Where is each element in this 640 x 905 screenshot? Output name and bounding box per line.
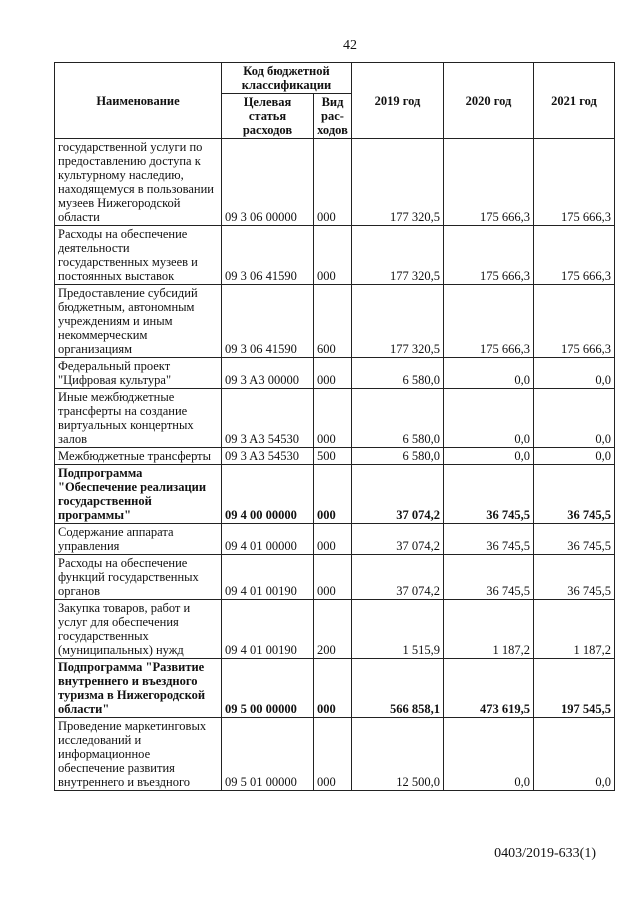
row-value-2019: 177 320,5: [352, 139, 444, 226]
table-row: [55, 600, 615, 659]
row-value-2019: 1 515,9: [352, 600, 444, 659]
table-row: [55, 659, 615, 718]
row-target-article: 09 3 06 00000: [222, 139, 314, 226]
row-value-2019: 37 074,2: [352, 465, 444, 524]
table-body: [55, 139, 615, 791]
row-name: Подпрограмма "Обеспечение реализации государственной программы": [55, 465, 222, 524]
row-value-2020: 36 745,5: [444, 555, 534, 600]
row-value-2021: 175 666,3: [534, 226, 615, 285]
header-target-article: Целевая статья расходов: [222, 94, 314, 139]
header-expense-type: Вид рас-ходов: [314, 94, 352, 139]
row-target-article: 09 3 A3 00000: [222, 358, 314, 389]
table-row: [55, 285, 615, 358]
row-target-article: 09 5 01 00000: [222, 718, 314, 791]
table-row: [55, 448, 615, 465]
row-value-2021: 1 187,2: [534, 600, 615, 659]
row-expense-type: 200: [314, 600, 352, 659]
row-value-2021: 0,0: [534, 718, 615, 791]
row-name: Расходы на обеспечение деятельности государственных музеев и постоянных выставок: [55, 226, 222, 285]
row-value-2020: 0,0: [444, 448, 534, 465]
table-row: [55, 139, 615, 226]
row-name: Содержание аппарата управления: [55, 524, 222, 555]
row-expense-type: 600: [314, 285, 352, 358]
row-name: Федеральный проект "Цифровая культура": [55, 358, 222, 389]
row-value-2021: 0,0: [534, 358, 615, 389]
row-value-2019: 37 074,2: [352, 524, 444, 555]
row-value-2021: 197 545,5: [534, 659, 615, 718]
row-expense-type: 000: [314, 555, 352, 600]
header-2021: 2021 год: [534, 63, 615, 139]
table-row: [55, 465, 615, 524]
row-target-article: 09 5 00 00000: [222, 659, 314, 718]
row-expense-type: 000: [314, 659, 352, 718]
table-row: [55, 555, 615, 600]
row-value-2020: 175 666,3: [444, 226, 534, 285]
header-name: Наименование: [55, 63, 222, 139]
row-value-2020: 175 666,3: [444, 285, 534, 358]
row-value-2020: 0,0: [444, 389, 534, 448]
row-expense-type: 000: [314, 226, 352, 285]
row-expense-type: 000: [314, 718, 352, 791]
row-name: Расходы на обеспечение функций государственных органов: [55, 555, 222, 600]
row-value-2019: 37 074,2: [352, 555, 444, 600]
row-target-article: 09 4 01 00190: [222, 600, 314, 659]
table-row: [55, 226, 615, 285]
row-value-2019: 177 320,5: [352, 285, 444, 358]
row-name: Подпрограмма "Развитие внутреннего и въездного туризма в Нижегородской области": [55, 659, 222, 718]
row-value-2019: 6 580,0: [352, 448, 444, 465]
row-value-2020: 36 745,5: [444, 465, 534, 524]
row-target-article: 09 3 06 41590: [222, 226, 314, 285]
row-name: Проведение маркетинговых исследований и информационное обеспечение развития внутреннего и въездного: [55, 718, 222, 791]
row-target-article: 09 4 01 00190: [222, 555, 314, 600]
document-code: 0403/2019-633(1): [494, 846, 596, 861]
table-row: [55, 718, 615, 791]
header-2019: 2019 год: [352, 63, 444, 139]
page-number: 42: [343, 38, 357, 53]
row-target-article: 09 3 A3 54530: [222, 448, 314, 465]
row-value-2021: 0,0: [534, 448, 615, 465]
row-value-2020: 0,0: [444, 718, 534, 791]
table-row: [55, 358, 615, 389]
row-value-2021: 0,0: [534, 389, 615, 448]
row-value-2021: 175 666,3: [534, 139, 615, 226]
table-row: [55, 524, 615, 555]
table-row: [55, 389, 615, 448]
row-expense-type: 000: [314, 465, 352, 524]
budget-table: [54, 62, 615, 791]
row-expense-type: 000: [314, 139, 352, 226]
row-name: Предоставление субсидий бюджетным, автономным учреждениям и иным некоммерческим организациям: [55, 285, 222, 358]
row-value-2021: 175 666,3: [534, 285, 615, 358]
header-row-1: [55, 63, 615, 94]
header-2020: 2020 год: [444, 63, 534, 139]
row-target-article: 09 4 01 00000: [222, 524, 314, 555]
row-value-2020: 473 619,5: [444, 659, 534, 718]
row-value-2020: 1 187,2: [444, 600, 534, 659]
row-expense-type: 000: [314, 524, 352, 555]
row-value-2019: 6 580,0: [352, 358, 444, 389]
row-value-2019: 12 500,0: [352, 718, 444, 791]
row-value-2020: 175 666,3: [444, 139, 534, 226]
row-target-article: 09 3 06 41590: [222, 285, 314, 358]
row-name: Межбюджетные трансферты: [55, 448, 222, 465]
row-value-2021: 36 745,5: [534, 524, 615, 555]
row-value-2019: 6 580,0: [352, 389, 444, 448]
row-expense-type: 500: [314, 448, 352, 465]
row-value-2021: 36 745,5: [534, 555, 615, 600]
row-name: государственной услуги по предоставлению доступа к культурному наследию, находящемуся в пользовании музеев Нижегородской области: [55, 139, 222, 226]
row-value-2019: 177 320,5: [352, 226, 444, 285]
row-target-article: 09 3 A3 54530: [222, 389, 314, 448]
row-expense-type: 000: [314, 358, 352, 389]
row-name: Иные межбюджетные трансферты на создание виртуальных концертных залов: [55, 389, 222, 448]
row-expense-type: 000: [314, 389, 352, 448]
row-value-2019: 566 858,1: [352, 659, 444, 718]
row-value-2020: 36 745,5: [444, 524, 534, 555]
header-kbk-group: Код бюджетной классификации: [222, 63, 352, 94]
row-value-2020: 0,0: [444, 358, 534, 389]
row-name: Закупка товаров, работ и услуг для обеспечения государственных (муниципальных) нужд: [55, 600, 222, 659]
row-target-article: 09 4 00 00000: [222, 465, 314, 524]
row-value-2021: 36 745,5: [534, 465, 615, 524]
